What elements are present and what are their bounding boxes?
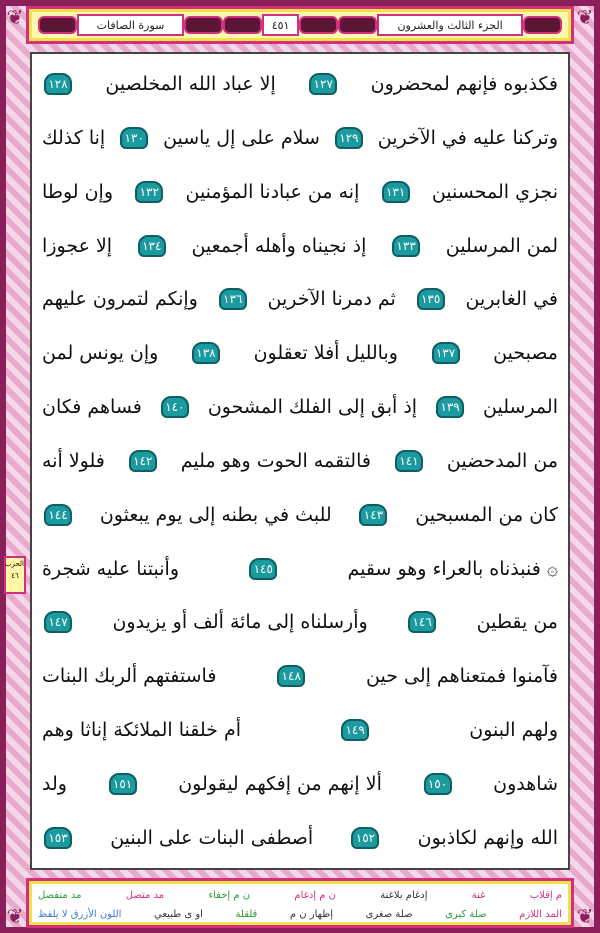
- legend-item: إظهار ن م: [289, 909, 334, 920]
- ayah-number-marker: ١٤٧: [44, 611, 72, 633]
- surah-title: سورة الصافات: [77, 14, 184, 36]
- legend-row: [38, 905, 562, 924]
- ayah-number-marker: ١٥٣: [44, 827, 72, 849]
- legend-item: ن م إدغام: [294, 890, 336, 901]
- ayah-number-marker: ١٤١: [395, 450, 423, 472]
- page-number: ٤٥١: [262, 14, 299, 36]
- text-line: [42, 596, 558, 648]
- text-line: [42, 381, 558, 433]
- verse-text: وأنبتنا عليه شجرة: [42, 557, 179, 580]
- ayah-number-marker: ١٣٣: [392, 235, 420, 257]
- text-line: [42, 543, 558, 595]
- legend-item: اللون الأزرق لا يلفظ: [38, 909, 122, 920]
- verse-text: ألا إنهم من إفكهم ليقولون: [178, 772, 382, 795]
- verse-text: سلام على إل ياسين: [163, 126, 320, 149]
- verse-text: ۞ فنبذناه بالعراء وهو سقيم: [347, 557, 558, 580]
- text-line: [42, 435, 558, 487]
- verse-text: إذ نجيناه وأهله أجمعين: [191, 234, 367, 257]
- hizb-number: ٤٦: [11, 572, 19, 580]
- ayah-number-marker: ١٥٠: [424, 773, 452, 795]
- ayah-number-marker: ١٤٤: [44, 504, 72, 526]
- ornament-icon: [523, 16, 562, 34]
- text-line: [42, 220, 558, 272]
- verse-text: إلا عباد الله المخلصين: [105, 73, 276, 95]
- verse-text: الله وإنهم لكاذبون: [417, 826, 558, 849]
- legend-item: م إقلاب: [529, 890, 562, 901]
- quran-text: [30, 52, 570, 870]
- verse-text: المرسلين: [483, 396, 558, 419]
- verse-text: فاستفتهم ألربك البنات: [42, 665, 217, 688]
- ayah-number-marker: ١٤٢: [129, 450, 157, 472]
- verse-text: وأرسلناه إلى مائة ألف أو يزيدون: [112, 611, 368, 634]
- verse-text: وتركنا عليه في الآخرين: [377, 126, 558, 149]
- ayah-number-marker: ١٢٨: [44, 73, 72, 95]
- verse-text: فلولا أنه: [42, 449, 105, 472]
- legend-item: ن م إخفاء: [208, 890, 251, 901]
- text-line: [42, 489, 558, 541]
- verse-text: وإنكم لتمرون عليهم: [42, 288, 198, 311]
- ayah-number-marker: ١٣١: [382, 181, 410, 203]
- verse-text: إلا عجوزا: [42, 234, 113, 257]
- verse-text: للبث في بطنه إلى يوم يبعثون: [99, 503, 332, 526]
- verse-text: في الغابرين: [465, 288, 558, 311]
- ayah-number-marker: ١٣٧: [432, 342, 460, 364]
- verse-text: فالتقمه الحوت وهو مليم: [180, 449, 371, 472]
- legend-row: [38, 886, 562, 905]
- ayah-number-marker: ١٣٤: [138, 235, 166, 257]
- ayah-number-marker: ١٣٢: [135, 181, 163, 203]
- ayah-number-marker: ١٣٨: [192, 342, 220, 364]
- verse-text: مصبحين: [493, 342, 558, 365]
- legend-item: المد اللازم: [519, 909, 562, 920]
- ayah-number-marker: ١٣٦: [219, 288, 247, 310]
- corner-ornament-icon: ❦: [576, 904, 594, 928]
- hizb-label: الحزب: [4, 560, 24, 568]
- verse-text: لمن المرسلين: [445, 234, 558, 257]
- ayah-number-marker: ١٤٣: [359, 504, 387, 526]
- verse-text: فساهم فكان: [42, 396, 142, 419]
- ayah-number-marker: ١٤٥: [249, 558, 277, 580]
- verse-text: كان من المسبحين: [415, 503, 558, 526]
- ornament-icon: [299, 16, 338, 34]
- ornament-icon: [223, 16, 262, 34]
- verse-text: من يقطين: [476, 611, 558, 634]
- corner-ornament-icon: ❦: [576, 5, 594, 29]
- ornament-icon: [338, 16, 377, 34]
- verse-text: إنه من عبادنا المؤمنين: [185, 180, 360, 203]
- verse-text: من المدحضين: [446, 449, 558, 472]
- verse-text: ولهم البنون: [469, 719, 558, 742]
- corner-ornament-icon: ❦: [6, 5, 24, 29]
- verse-text: أصطفى البنات على البنين: [110, 826, 314, 849]
- text-line: [42, 58, 558, 110]
- legend-item: غنة: [471, 890, 486, 901]
- ayah-number-marker: ١٤٠: [161, 396, 189, 418]
- verse-text: ثم دمرنا الآخرين: [267, 288, 396, 311]
- verse-text: إذ أبق إلى الفلك المشحون: [207, 396, 418, 419]
- corner-ornament-icon: ❦: [6, 904, 24, 928]
- verse-text: ولد: [42, 772, 67, 795]
- legend-item: مد متصل: [125, 890, 165, 901]
- verse-text: وإن لوطا: [42, 180, 114, 203]
- hizb-marker: [4, 556, 26, 594]
- verse-text: أم خلقنا الملائكة إناثا وهم: [42, 719, 241, 742]
- text-line: [42, 812, 558, 864]
- verse-text: إنا كذلك: [42, 126, 106, 149]
- ornament-icon: [38, 16, 77, 34]
- verse-text: وبالليل أفلا تعقلون: [253, 342, 398, 365]
- verse-text: فآمنوا فمتعناهم إلى حين: [366, 665, 558, 688]
- legend-item: إدغام بلاغنة: [380, 890, 428, 901]
- legend-item: صلة صغرى: [365, 909, 413, 920]
- verse-text: وإن يونس لمن: [42, 342, 159, 365]
- ayah-number-marker: ١٢٧: [309, 73, 337, 95]
- ayah-number-marker: ١٣٩: [436, 396, 464, 418]
- ornament-icon: [184, 16, 223, 34]
- ayah-number-marker: ١٣٥: [417, 288, 445, 310]
- ayah-number-marker: ١٢٩: [335, 127, 363, 149]
- ayah-number-marker: ١٥١: [109, 773, 137, 795]
- text-line: [42, 758, 558, 810]
- legend-item: قلقلة: [235, 909, 258, 920]
- text-line: [42, 327, 558, 379]
- text-line: [42, 650, 558, 702]
- verse-text: فكذبوه فإنهم لمحضرون: [370, 73, 558, 95]
- ayah-number-marker: ١٣٠: [120, 127, 148, 149]
- text-line: [42, 704, 558, 756]
- tajweed-legend: [29, 881, 571, 925]
- ayah-number-marker: ١٥٢: [351, 827, 379, 849]
- ayah-number-marker: ١٤٩: [341, 719, 369, 741]
- legend-item: او ى طبيعي: [154, 909, 203, 920]
- ayah-number-marker: ١٤٦: [408, 611, 436, 633]
- text-line: [42, 273, 558, 325]
- verse-text: شاهدون: [493, 772, 558, 795]
- legend-item: صلة كبرى: [445, 909, 487, 920]
- page-header: [29, 9, 571, 41]
- ayah-number-marker: ١٤٨: [277, 665, 305, 687]
- verse-text: نجزي المحسنين: [431, 180, 558, 203]
- legend-item: مد منفصل: [38, 890, 82, 901]
- text-line: [42, 166, 558, 218]
- text-line: [42, 112, 558, 164]
- juz-title: الجزء الثالث والعشرون: [377, 14, 523, 36]
